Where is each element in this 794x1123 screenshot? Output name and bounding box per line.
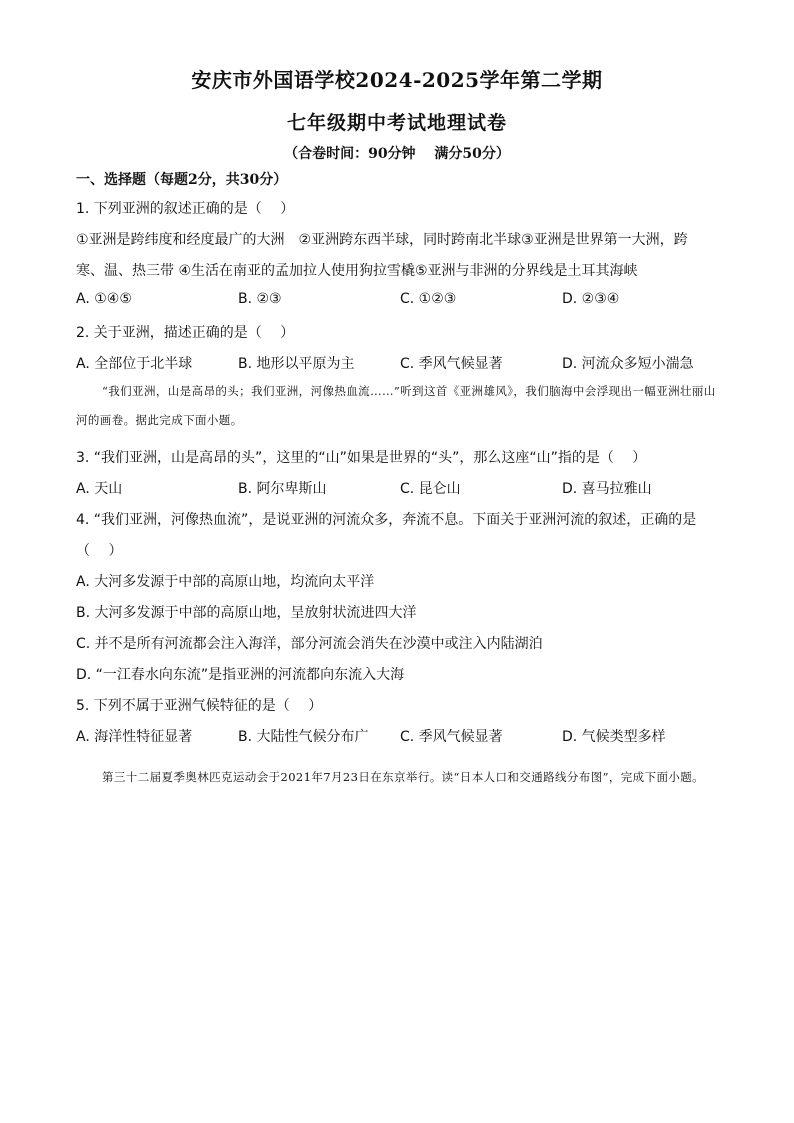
question-4-stem: 4. “我们亚洲，河像热血流”，是说亚洲的河流众多，奔流不息。下面关于亚洲河流的叙述，正确的是 (76, 512, 697, 528)
question-2-stem: 2. 关于亚洲，描述正确的是（ ） (76, 325, 295, 341)
question-2-option-c[interactable]: C. 季风气候显著 (400, 356, 503, 372)
question-1-option-a[interactable]: A. ①④⑤ (76, 291, 132, 307)
question-5-option-a[interactable]: A. 海洋性特征显著 (76, 729, 193, 745)
question-4-option-d[interactable]: D. “一江春水向东流”是指亚洲的河流都向东流入大海 (76, 667, 405, 683)
reading-material-1: “我们亚洲，山是高昂的头；我们亚洲，河像热血流……”听到这首《亚洲雄风》，我们脑海中会浮现出一幅亚洲壮丽山河的画卷。据此完成下面小题。 (76, 384, 716, 427)
question-1-option-c[interactable]: C. ①②③ (400, 291, 457, 307)
question-3-option-d[interactable]: D. 喜马拉雅山 (562, 481, 652, 497)
question-4-option-a[interactable]: A. 大河多发源于中部的高原山地，均流向太平洋 (76, 574, 375, 590)
question-4-option-c[interactable]: C. 并不是所有河流都会注入海洋，部分河流会消失在沙漠中或注入内陆湖泊 (76, 636, 543, 652)
question-4-option-b[interactable]: B. 大河多发源于中部的高原山地，呈放射状流进四大洋 (76, 605, 417, 621)
reading-material-2: 第三十二届夏季奥林匹克运动会于2021年7月23日在东京举行。读“日本人口和交通路线分布图”，完成下面小题。 (102, 770, 705, 784)
question-3-stem: 3. “我们亚洲，山是高昂的头”，这里的“山”如果是世界的“头”，那么这座“山”指的是（ ） (76, 450, 647, 466)
question-3-option-b[interactable]: B. 阿尔卑斯山 (238, 481, 327, 497)
question-5-option-b[interactable]: B. 大陆性气候分布广 (238, 729, 369, 745)
question-1-stem: 1. 下列亚洲的叙述正确的是（ ） (76, 201, 295, 217)
exam-title-school: 安庆市外国语学校2024-2025学年第二学期 (191, 68, 603, 92)
question-4-stem-cont: （ ） (76, 543, 123, 559)
question-2-option-d[interactable]: D. 河流众多短小湍急 (562, 356, 694, 372)
question-2-option-a[interactable]: A. 全部位于北半球 (76, 356, 193, 372)
question-5-stem: 5. 下列不属于亚洲气候特征的是（ ） (76, 698, 323, 714)
question-5-option-d[interactable]: D. 气候类型多样 (562, 729, 666, 745)
question-1-option-d[interactable]: D. ②③④ (562, 291, 620, 307)
question-3-option-c[interactable]: C. 昆仑山 (400, 481, 461, 497)
question-1-statements-line2: 寒、温、热三带 ④生活在南亚的孟加拉人使用狗拉雪橇⑤亚洲与非洲的分界线是土耳其海峡 (76, 263, 638, 279)
exam-title-subject: 七年级期中考试地理试卷 (286, 112, 507, 134)
section-heading: 一、选择题（每题2分，共30分） (76, 172, 288, 188)
exam-subtitle: （合卷时间：90分钟 满分50分） (284, 146, 510, 162)
question-1-statements-line1: ①亚洲是跨纬度和经度最广的大洲 ②亚洲跨东西半球，同时跨南北半球③亚洲是世界第一大洲，跨 (76, 232, 688, 248)
question-5-option-c[interactable]: C. 季风气候显著 (400, 729, 503, 745)
question-2-option-b[interactable]: B. 地形以平原为主 (238, 356, 355, 372)
question-1-option-b[interactable]: B. ②③ (238, 291, 282, 307)
question-3-option-a[interactable]: A. 天山 (76, 481, 123, 497)
